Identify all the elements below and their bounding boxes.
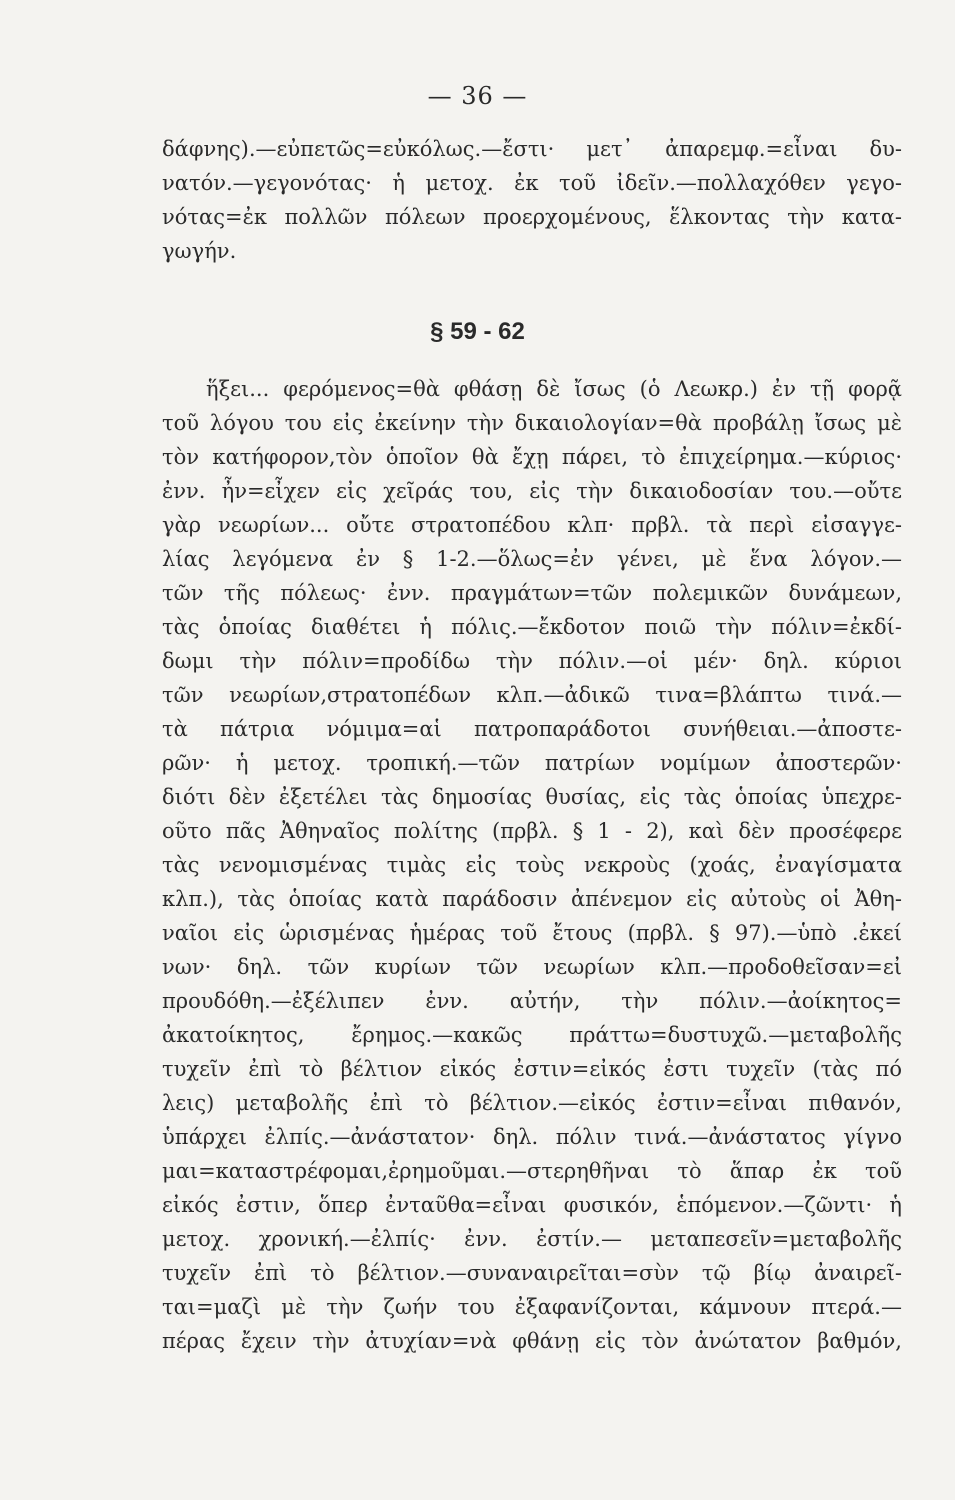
text-line: οῦτο πᾶς Ἀθηναῖος πολίτης (πρβλ. § 1 - 2), καὶ δὲν προσέφερε xyxy=(162,819,902,843)
text-line: τυχεῖν ἐπὶ τὸ βέλτιον.—συναναιρεῖται=σὺν τῷ βίῳ ἀναιρεῖ- xyxy=(162,1261,902,1285)
text-line: ναῖοι εἰς ὡρισμένας ἡμέρας τοῦ ἔτους (πρβλ. § 97).—ὑπὸ .ἐκεί xyxy=(162,921,902,945)
text-line: τῶν νεωρίων,στρατοπέδων κλπ.—ἀδικῶ τινα=βλάπτω τινά.— xyxy=(162,683,902,707)
text-line: τὸν κατήφορον,τὸν ὁποῖον θὰ ἔχῃ πάρει, τὸ ἐπιχείρημα.—κύριος· xyxy=(162,445,902,469)
text-line: τὰς ὁποίας διαθέτει ἡ πόλις.—ἔκδοτον ποιῶ τὴν πόλιν=ἐκδί- xyxy=(162,615,902,639)
text-line: προυδόθη.—ἐξέλιπεν ἐνν. αὐτήν, τὴν πόλιν.—ἀοίκητος= xyxy=(162,989,902,1013)
text-line: μετοχ. χρονική.—ἐλπίς· ἐνν. ἐστίν.— μεταπεσεῖν=μεταβολῆς xyxy=(162,1227,902,1251)
text-line: δωμι τὴν πόλιν=προδίδω τὴν πόλιν.—οἱ μέν· δηλ. κύριοι xyxy=(162,649,902,673)
text-line: λεις) μεταβολῆς ἐπὶ τὸ βέλτιον.—εἰκός ἐστιν=εἶναι πιθανόν, xyxy=(162,1091,902,1115)
text-line: ὑπάρχει ἐλπίς.—ἀνάστατον· δηλ. πόλιν τινά.—ἀνάστατος γίγνο xyxy=(162,1125,902,1149)
text-line: τοῦ λόγου του εἰς ἐκείνην τὴν δικαιολογίαν=θὰ προβάλῃ ἴσως μὲ xyxy=(162,411,902,435)
text-line: ρῶν· ἡ μετοχ. τροπική.—τῶν πατρίων νομίμων ἀποστερῶν· xyxy=(162,751,902,775)
text-line: νατόν.—γεγονότας· ἡ μετοχ. ἐκ τοῦ ἰδεῖν.—πολλαχόθεν γεγο- xyxy=(162,171,902,195)
text-line: κλπ.), τὰς ὁποίας κατὰ παράδοσιν ἀπένεμον εἰς αὐτοὺς οἱ Ἀθη- xyxy=(162,887,902,911)
text-line: δάφνης).—εὐπετῶς=εὐκόλως.—ἔστι· μετ᾿ ἀπαρεμφ.=εἶναι δυ- xyxy=(162,137,902,161)
text-line: νων· δηλ. τῶν κυρίων τῶν νεωρίων κλπ.—προδοθεῖσαν=εἰ xyxy=(162,955,902,979)
commentary-paragraph xyxy=(162,372,902,1358)
page-number: — 36 — xyxy=(427,82,528,110)
section-heading: § 59 - 62 xyxy=(430,318,525,345)
text-line: νότας=ἐκ πολλῶν πόλεων προερχομένους, ἕλκοντας τὴν κατα- xyxy=(162,205,902,229)
text-line: τῶν τῆς πόλεως· ἐνν. πραγμάτων=τῶν πολεμικῶν δυνάμεων, xyxy=(162,581,902,605)
text-line: γὰρ νεωρίων... οὔτε στρατοπέδου κλπ· πρβλ. τὰ περὶ εἰσαγγε- xyxy=(162,513,902,537)
text-line: μαι=καταστρέφομαι,ἐρημοῦμαι.—στερηθῆναι τὸ ἅπαρ ἐκ τοῦ xyxy=(162,1159,902,1183)
text-line: ἀκατοίκητος, ἔρημος.—κακῶς πράττω=δυστυχῶ.—μεταβολῆς xyxy=(162,1023,902,1047)
text-line: ται=μαζὶ μὲ τὴν ζωήν του ἐξαφανίζονται, κάμνουν πτερά.— xyxy=(162,1295,902,1319)
text-line: διότι δὲν ἐξετέλει τὰς δημοσίας θυσίας, εἰς τὰς ὁποίας ὑπεχρε- xyxy=(162,785,902,809)
text-line: τὰ πάτρια νόμιμα=αἱ πατροπαράδοτοι συνήθειαι.—ἀποστε- xyxy=(162,717,902,741)
text-line: ἐνν. ἦν=εἶχεν εἰς χεῖράς του, εἰς τὴν δικαιοδοσίαν του.—οὔτε xyxy=(162,479,902,503)
intro-paragraph xyxy=(162,132,902,268)
text-line: πέρας ἔχειν τὴν ἀτυχίαν=νὰ φθάνῃ εἰς τὸν ἀνώτατον βαθμόν, xyxy=(162,1329,902,1353)
text-line: λίας λεγόμενα ἐν § 1-2.—ὅλως=ἐν γένει, μὲ ἕνα λόγον.— xyxy=(162,547,902,571)
text-line: τυχεῖν ἐπὶ τὸ βέλτιον εἰκός ἐστιν=εἰκός ἐστι τυχεῖν (τὰς πό xyxy=(162,1057,902,1081)
text-line: εἰκός ἐστιν, ὅπερ ἐνταῦθα=εἶναι φυσικόν, ἑπόμενον.—ζῶντι· ἡ xyxy=(162,1193,902,1217)
text-line: τὰς νενομισμένας τιμὰς εἰς τοὺς νεκροὺς (χοάς, ἐναγίσματα xyxy=(162,853,902,877)
text-line: ἥξει... φερόμενος=θὰ φθάσῃ δὲ ἴσως (ὁ Λεωκρ.) ἐν τῇ φορᾷ xyxy=(206,377,902,401)
text-line: γωγήν. xyxy=(162,239,237,263)
